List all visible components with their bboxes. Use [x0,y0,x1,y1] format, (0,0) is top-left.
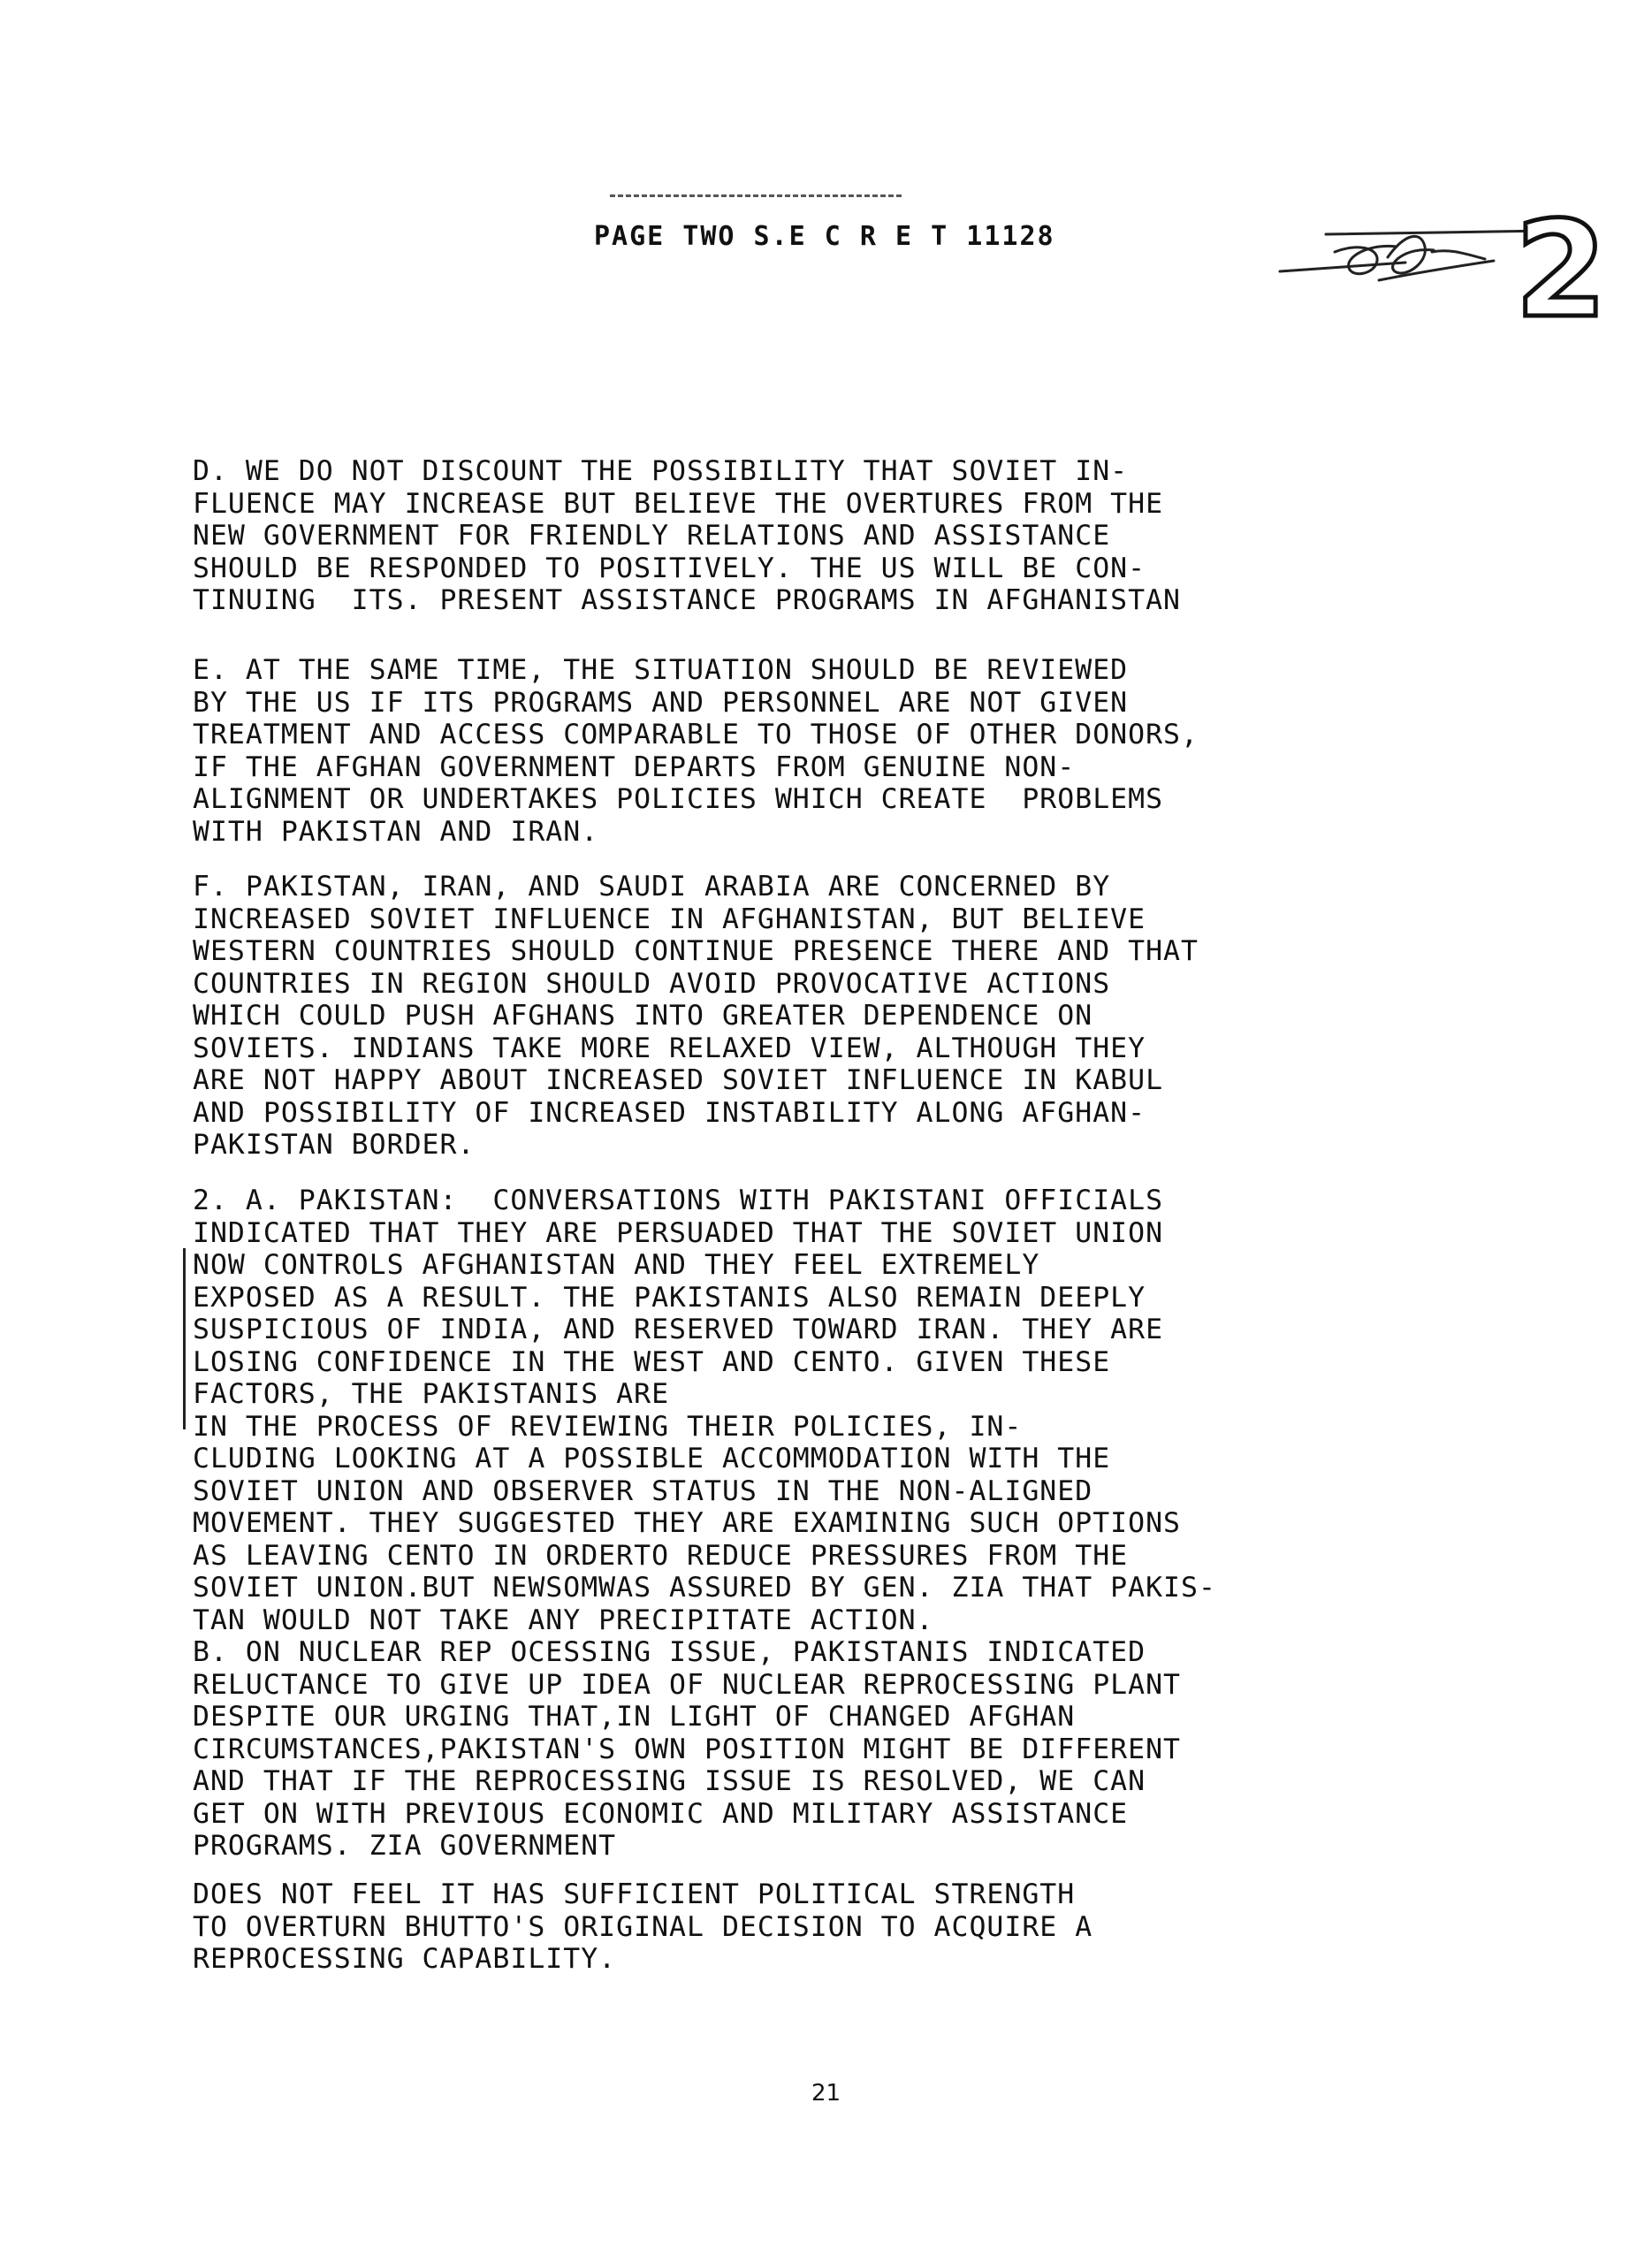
paragraph-2-pakistan: 2. A. PAKISTAN: CONVERSATIONS WITH PAKISTANI OFFICIALS INDICATED THAT THEY ARE PERSUADED THAT THE SOVIET UNION NOW CONTROLS AFGHANISTAN AND THEY FEEL EXTREMELY EXPOSED AS A RESULT. THE PAKISTANIS ALSO REMAIN DEEPLY SUSPICIOUS OF INDIA, AND RESERVED TOWARD IRAN. THEY ARE LOSING CONFIDENCE IN THE WEST AND CENTO. GIVEN THESE FACTORS, THE PAKISTANIS ARE IN THE PROCESS OF REVIEWING THEIR POLICIES, IN- CLUDING LOOKING AT A POSSIBLE ACCOMMODATION WITH THE SOVIET UNION AND OBSERVER STATUS IN THE NON-ALIGNED MOVEMENT. THEY SUGGESTED THEY ARE EXAMINING SUCH OPTIONS AS LEAVING CENTO IN ORDERTO REDUCE PRESSURES FROM THE SOVIET UNION.BUT NEWSOMWAS ASSURED BY GEN. ZIA THAT PAKIS- TAN WOULD NOT TAKE ANY PRECIPITATE ACTION. B. ON NUCLEAR REP OCESSING ISSUE, PAKISTANIS INDICATED RELUCTANCE TO GIVE UP IDEA OF NUCLEAR REPROCESSING PLANT DESPITE OUR URGING THAT,IN LIGHT OF CHANGED AFGHAN CIRCUMSTANCES,PAKISTAN'S OWN POSITION MIGHT BE DIFFERENT AND THAT IF THE REPROCESSING ISSUE IS RESOLVED, WE CAN GET ON WITH PREVIOUS ECONOMIC AND MILITARY ASSISTANCE PROGRAMS. ZIA GOVERNMENT [193,1185,1216,1862]
stamp-number: 2 [1514,208,1608,327]
margin-bracket [183,1248,186,1429]
signature-scrawl-icon [1280,231,1547,280]
page-header: PAGE TWO S.E C R E T 11128 [594,221,1055,252]
page-number: 21 [811,2080,841,2107]
header-rule [610,194,902,197]
paragraph-f: F. PAKISTAN, IRAN, AND SAUDI ARABIA ARE CONCERNED BY INCREASED SOVIET INFLUENCE IN AFGHANISTAN, BUT BELIEVE WESTERN COUNTRIES SHOULD CONTINUE PRESENCE THERE AND THAT COUNTRIES IN REGION SHOULD AVOID PROVOCATIVE ACTIONS WHICH COULD PUSH AFGHANS INTO GREATER DEPENDENCE ON SOVIETS. INDIANS TAKE MORE RELAXED VIEW, ALTHOUGH THEY ARE NOT HAPPY ABOUT INCREASED SOVIET INFLUENCE IN KABUL AND POSSIBILITY OF INCREASED INSTABILITY ALONG AFGHAN- PAKISTAN BORDER. [193,871,1199,1161]
paragraph-continuation: DOES NOT FEEL IT HAS SUFFICIENT POLITICAL STRENGTH TO OVERTURN BHUTTO'S ORIGINAL DECISION TO ACQUIRE A REPROCESSING CAPABILITY. [193,1878,1093,1975]
paragraph-e: E. AT THE SAME TIME, THE SITUATION SHOULD BE REVIEWED BY THE US IF ITS PROGRAMS AND PERSONNEL ARE NOT GIVEN TREATMENT AND ACCESS COMPARABLE TO THOSE OF OTHER DONORS, IF THE AFGHAN GOVERNMENT DEPARTS FROM GENUINE NON- ALIGNMENT OR UNDERTAKES POLICIES WHICH CREATE PROBLEMS WITH PAKISTAN AND IRAN. [193,654,1199,848]
page-stamp [1273,208,1626,327]
paragraph-d: D. WE DO NOT DISCOUNT THE POSSIBILITY THAT SOVIET IN- FLUENCE MAY INCREASE BUT BELIEVE THE OVERTURES FROM THE NEW GOVERNMENT FOR FRIENDLY RELATIONS AND ASSISTANCE SHOULD BE RESPONDED TO POSITIVELY. THE US WILL BE CON- TINUING ITS. PRESENT ASSISTANCE PROGRAMS IN AFGHANISTAN [193,455,1182,616]
